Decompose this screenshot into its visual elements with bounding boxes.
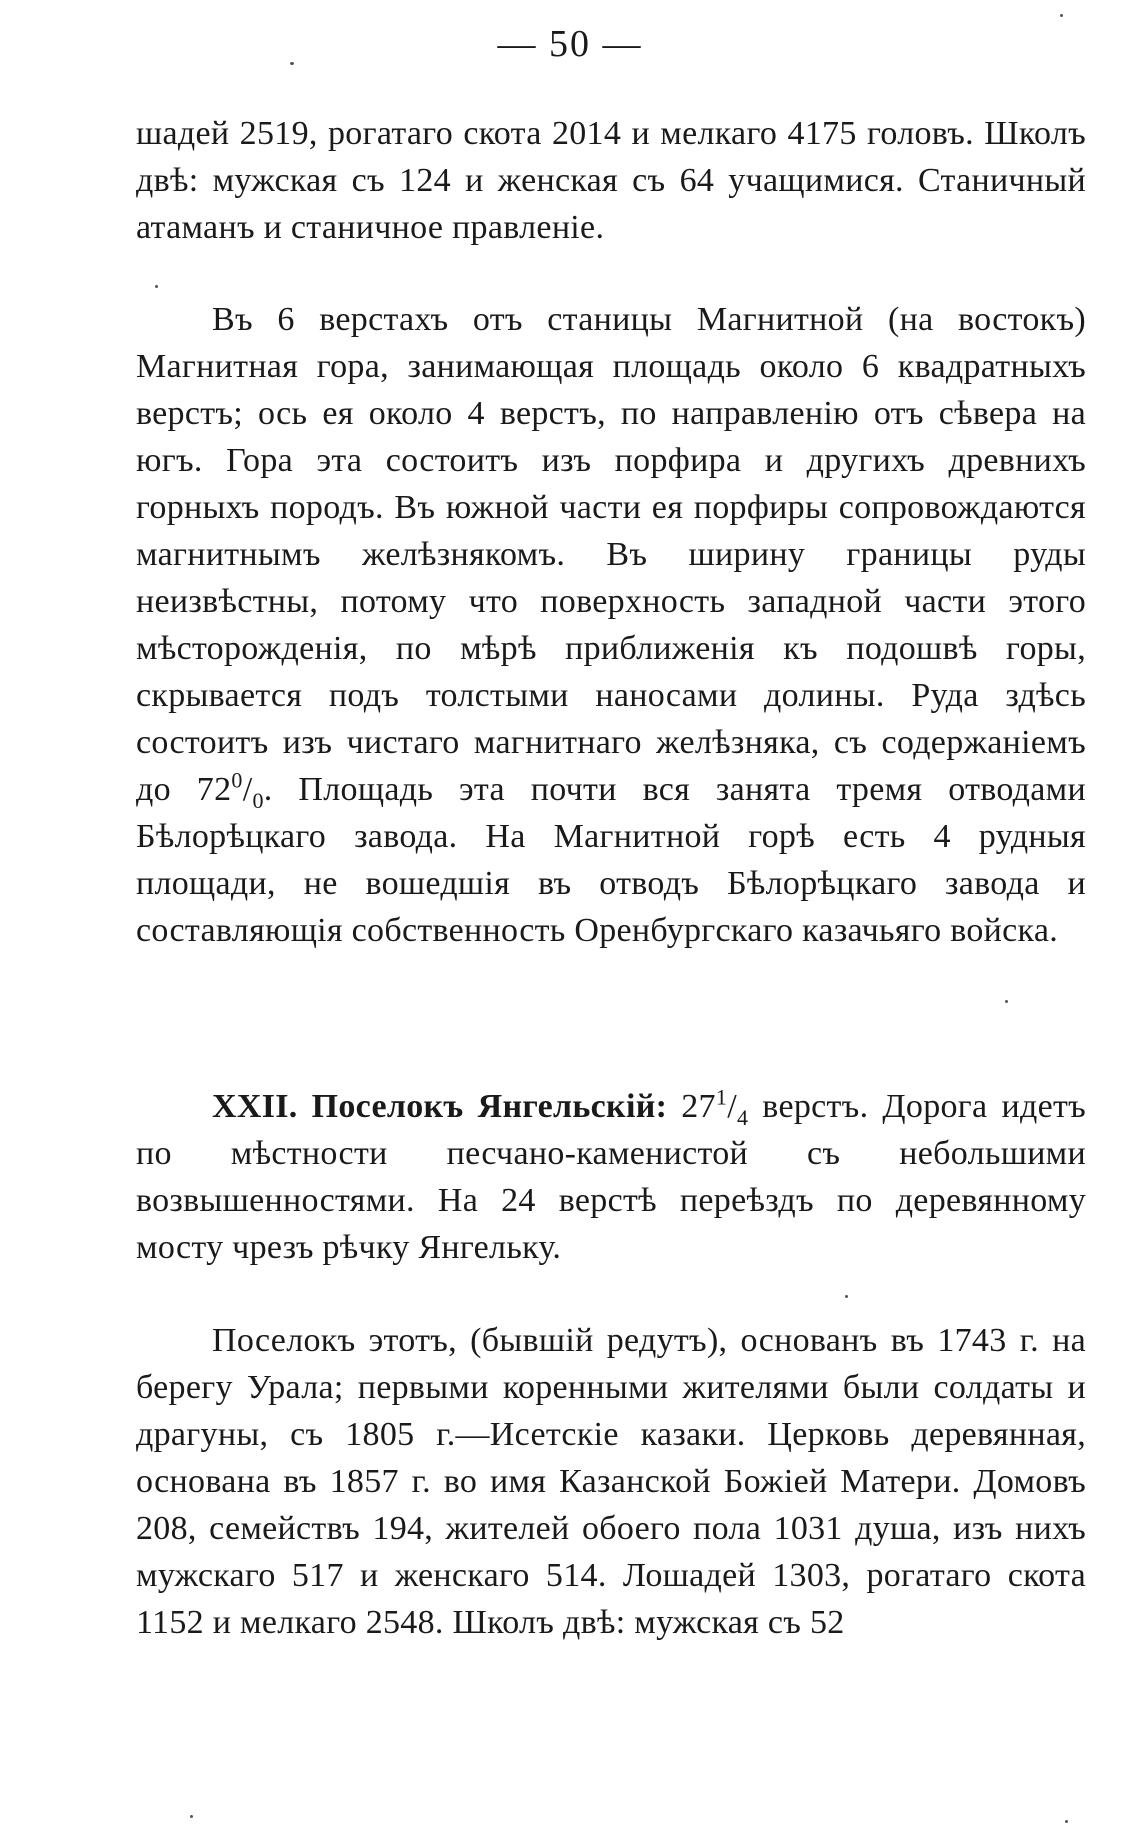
section-heading: XXII. Поселокъ Янгельскій: — [212, 1088, 668, 1125]
percent-sub: 0 — [252, 787, 264, 813]
distance-integer: 27 — [667, 1088, 716, 1125]
paragraph-text: Поселокъ этотъ, (бывшій редутъ), основанъ въ 1743 г. на берегу Урала; первыми коренными жителями были солдаты и драгуны, съ 1805 г.—Исетскіе казаки. Церковь деревянная, основана въ 1857 г. во имя Казанской Божіей Матери. Домовъ 208, семействъ 194, жителей обоего пола 1031 душа, изъ нихъ мужскаго 517 и женскаго 514. Лошадей 1303, рогатаго скота 1152 и мелкаго 2548. Школъ двѣ: мужская съ 52 — [136, 1322, 1086, 1641]
scan-speck — [845, 1295, 848, 1298]
scan-speck — [1060, 14, 1063, 17]
paragraph-section-xxii: XXII. Поселокъ Янгельскій: $27^1/_4$ верстъ. Дорога идетъ по мѣстности песчано-каменистой съ небольшими возвышенностями. На 24 верстѣ переѣздъ по деревянному мосту чрезъ рѣчку Янгельку. — [136, 1084, 1087, 1266]
percent-sup: 0 — [231, 767, 243, 793]
fraction-denominator: 4 — [736, 1104, 749, 1130]
paragraph-text: верстъ. Дорога идетъ по мѣстности песчано-каменистой съ небольшими возвышенностями. На 24 верстѣ переѣздъ по деревянному мосту чрезъ рѣчку Янгельку. — [136, 1088, 1087, 1266]
paragraph-continuation — [136, 110, 1086, 251]
fraction-numerator: 1 — [715, 1084, 728, 1110]
paragraph-text: . Площадь эта почти вся занята тремя отводами Бѣлорѣцкаго завода. На Магнитной горѣ есть 4 рудныя площади, не вошедшія въ отводъ Бѣлорѣцкаго завода и составляющія собственность Оренбургскаго казачьяго войска. — [136, 771, 1086, 949]
paragraph-text: шадей 2519, рогатаго скота 2014 и мелкаго 4175 головъ. Школъ двѣ: мужская съ 124 и женская съ 64 учащимися. Станичный атаманъ и станичное правленіе. — [136, 115, 1086, 246]
percent-slash: / — [242, 771, 253, 808]
scan-speck — [1005, 1000, 1008, 1003]
page-number: — 50 — — [497, 23, 643, 65]
paragraph-text: Въ 6 верстахъ отъ станицы Магнитной (на востокъ) Магнитная гора, занимающая площадь около 6 квадратныхъ верстъ; ось ея около 4 верстъ, по направленію отъ сѣвера на югъ. Гора эта состоитъ изъ порфира и другихъ древнихъ горныхъ породъ. Въ южной части ея порфиры сопровождаются магнитнымъ желѣзнякомъ. Въ ширину границы руды неизвѣстны, потому что поверхность западной части этого мѣсторожденія, по мѣрѣ приближенія къ подошвѣ горы, скрывается подъ толстыми наносами долины. Руда здѣсь состоитъ изъ чистаго магнитнаго желѣзняка, съ содержаніемъ до 72 — [136, 301, 1086, 808]
paragraph-magnitnaya-gora — [136, 296, 1086, 954]
scan-speck — [1065, 1820, 1068, 1823]
scan-speck — [190, 1815, 193, 1818]
paragraph-poselok-description — [136, 1317, 1086, 1646]
scan-speck — [290, 62, 294, 65]
scan-speck — [155, 285, 158, 288]
